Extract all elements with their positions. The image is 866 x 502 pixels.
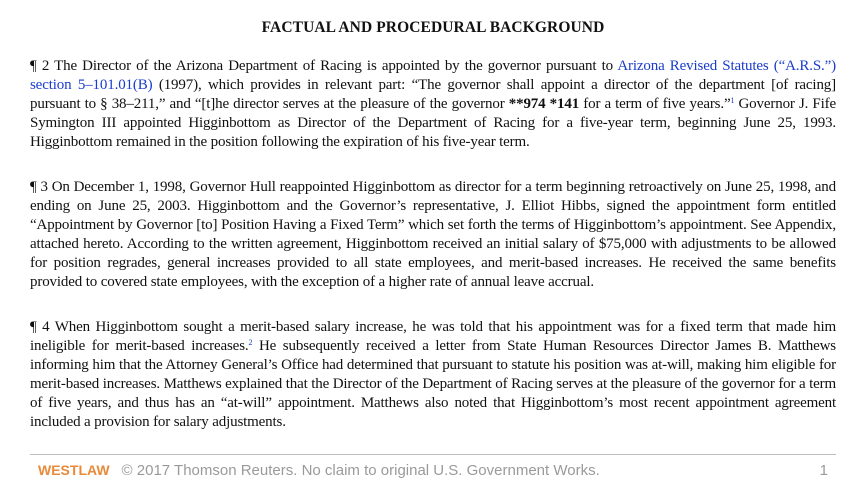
text: ¶ 4 When Higginbottom sought a merit-based salary increase, he was told that his appointment was for a fixed term that made him ineligible for merit-based increases. xyxy=(30,319,836,354)
section-heading: FACTUAL AND PROCEDURAL BACKGROUND xyxy=(261,19,605,36)
text: ¶ 2 The Director of the Arizona Department of Racing is appointed by the governor pursuant to xyxy=(30,58,618,74)
statute-link[interactable]: Arizona Revised Statutes (“A.R.S.”) section 5–101.01(B) xyxy=(30,58,837,93)
text: (1997), which provides in relevant part: “The governor shall appoint a director of the department [of racing] pursuant to § 38–211,” and “[t]he director serves at the pleasure of the governor xyxy=(30,77,836,112)
page-footer xyxy=(38,462,828,479)
copyright-notice: © 2017 Thomson Reuters. No claim to original U.S. Government Works. xyxy=(121,462,600,479)
star-page-marker: **974 *141 xyxy=(508,96,580,112)
westlaw-logo: WESTLAW xyxy=(38,462,110,478)
paragraph-3: ¶ 3 On December 1, 1998, Governor Hull reappointed Higginbottom as director for a term beginning retroactively on June 25, 1998, and ending on June 25, 2003. Higginbottom and the Governor’s representative, J. Elliot Hibbs, signed the appointment form entitled “Appointment by Governor [to] Position Having a Fixed Term” which set forth the terms of Higginbottom’s appointment. See Appendix, attached hereto. According to the written agreement, Higginbottom received an initial salary of $75,000 with adjustments to be allowed for position regrades, general increases provided to all state employees, and merit-based increases. He received the same benefits provided to covered state employees, with the exception of a higher rate of annual leave accrual. xyxy=(30,179,836,290)
paragraph-4 xyxy=(30,318,836,432)
footnote-link-1[interactable]: 1 xyxy=(730,96,735,105)
document-body xyxy=(30,57,836,458)
text: for a term of five years.” xyxy=(579,96,731,112)
page-number: 1 xyxy=(819,462,828,479)
paragraph-2 xyxy=(30,57,836,152)
text: Governor J. Fife Symington III appointed Higginbottom as Director of the Department of Racing for a five-year term, beginning June 25, 1993. Higginbottom remained in the position following the expiration of his five-year term. xyxy=(30,96,836,150)
footnote-link-2[interactable]: 2 xyxy=(248,338,253,347)
footer-divider xyxy=(30,454,836,455)
text: He subsequently received a letter from State Human Resources Director James B. Matthews informing him that the Attorney General’s Office had determined that pursuant to statute his position was at-will, making him eligible for merit-based increases. Matthews explained that the Director of the Department of Racing serves at the pleasure of the governor for a term of five years, and thus has an “at-will” appointment. Matthews also noted that Higginbottom’s most recent appointment agreement included a provision for salary adjustments. xyxy=(30,338,836,430)
